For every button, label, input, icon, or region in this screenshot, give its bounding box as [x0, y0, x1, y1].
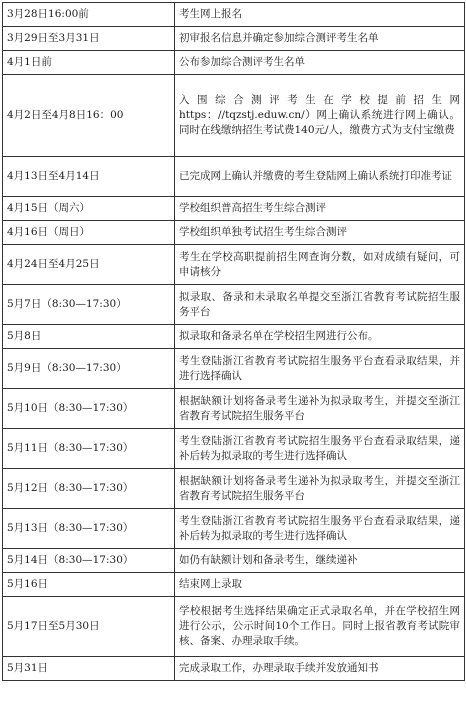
event-cell: 考生网上报名: [175, 3, 465, 27]
table-row: [3, 285, 465, 325]
table-row: [3, 657, 465, 681]
table-row: [3, 389, 465, 429]
table-row: [3, 75, 465, 157]
date-cell: 5月7日（8:30—17:30）: [3, 285, 175, 325]
event-cell: 根据缺额计划将备录考生递补为拟录取考生，并提交至浙江省教育考试院招生服务平台: [175, 389, 465, 429]
event-cell: 结束网上录取: [175, 573, 465, 597]
table-row: [3, 349, 465, 389]
event-cell: 考生在学校高职提前招生网查询分数，如对成绩有疑问，可申请核分: [175, 245, 465, 285]
event-cell: 学校组织单独考试招生考生综合测评: [175, 221, 465, 245]
date-cell: 5月9日（8:30—17:30）: [3, 349, 175, 389]
event-cell: 完成录取工作，办理录取手续并发放通知书: [175, 657, 465, 681]
event-cell: 公布参加综合测评考生名单: [175, 51, 465, 75]
event-cell: 考生登陆浙江省教育考试院招生服务平台查看录取结果，并进行选择确认: [175, 349, 465, 389]
table-row: [3, 429, 465, 469]
date-cell: 3月29日至3月31日: [3, 27, 175, 51]
table-row: [3, 325, 465, 349]
date-cell: 4月15日（周六）: [3, 197, 175, 221]
date-cell: 5月13日（8:30—17:30）: [3, 509, 175, 549]
date-cell: 4月16日（周日）: [3, 221, 175, 245]
date-cell: 4月2日至4月8日16：00: [3, 75, 175, 157]
event-cell: 拟录取和备录名单在学校招生网进行公布。: [175, 325, 465, 349]
event-cell: 拟录取、备录和未录取名单提交至浙江省教育考试院招生服务平台: [175, 285, 465, 325]
event-cell: 根据缺额计划将备录考生递补为拟录取考生，并提交至浙江省教育考试院招生服务平台: [175, 469, 465, 509]
table-row: [3, 509, 465, 549]
date-cell: 4月1日前: [3, 51, 175, 75]
date-cell: 5月31日: [3, 657, 175, 681]
table-row: [3, 597, 465, 657]
admission-schedule-table: [2, 2, 465, 681]
table-row: [3, 197, 465, 221]
table-row: [3, 469, 465, 509]
date-cell: 5月12日（8:30—17:30）: [3, 469, 175, 509]
event-cell: 如仍有缺额计划和备录考生，继续递补: [175, 549, 465, 573]
table-row: [3, 573, 465, 597]
date-cell: 5月11日（8:30—17:30）: [3, 429, 175, 469]
date-cell: 5月14日（8:30—17:30）: [3, 549, 175, 573]
event-cell: 考生登陆浙江省教育考试院招生服务平台查看录取结果，递补后转为拟录取的考生进行选择确认: [175, 429, 465, 469]
event-cell: 入围综合测评考生在学校提前招生网https：//tqzstj.eduw.cn/）网上确认系统进行网上确认。同时在线缴纳招生考试费140元/人，缴费方式为支付宝缴费: [175, 75, 465, 157]
date-cell: 5月10日（8:30—17:30）: [3, 389, 175, 429]
date-cell: 3月28日16:00前: [3, 3, 175, 27]
table-row: [3, 51, 465, 75]
table-row: [3, 221, 465, 245]
event-cell: 学校根据考生选择结果确定正式录取名单，并在学校招生网进行公示，公示时间10个工作日。同时上报省教育考试院审核、备案、办理录取手续。: [175, 597, 465, 657]
event-cell: 学校组织普高招生考生综合测评: [175, 197, 465, 221]
event-cell: 考生登陆浙江省教育考试院招生服务平台查看录取结果，递补后转为拟录取的考生进行选择确认: [175, 509, 465, 549]
event-cell: 已完成网上确认并缴费的考生登陆网上确认系统打印准考证: [175, 157, 465, 197]
table-row: [3, 157, 465, 197]
table-row: [3, 3, 465, 27]
event-cell: 初审报名信息并确定参加综合测评考生名单: [175, 27, 465, 51]
date-cell: 5月16日: [3, 573, 175, 597]
date-cell: 5月8日: [3, 325, 175, 349]
date-cell: 4月24日至4月25日: [3, 245, 175, 285]
table-row: [3, 27, 465, 51]
date-cell: 4月13日至4月14日: [3, 157, 175, 197]
date-cell: 5月17日至5月30日: [3, 597, 175, 657]
table-row: [3, 245, 465, 285]
table-row: [3, 549, 465, 573]
